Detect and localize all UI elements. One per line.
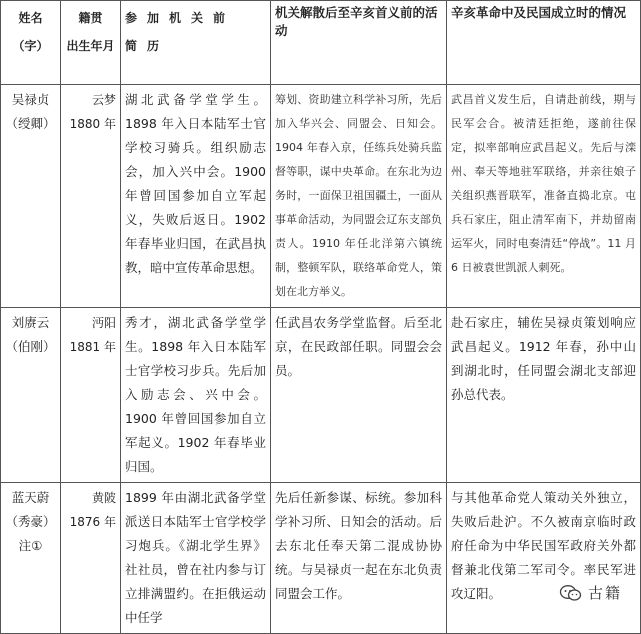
name-cell <box>1 483 61 634</box>
header-activity: 机关解散后至辛亥首义前的活动 <box>271 1 447 85</box>
person-courtesy-name: （绶卿） <box>5 116 56 131</box>
revolution-cell <box>447 85 641 308</box>
native-place: 云梦 <box>91 93 116 107</box>
activity-text: 筹划、资助建立科学补习所，先后加入华兴会、同盟会、日知会。1904 年春入京，任练兵处骑兵监督等职，谋中央革命。在东北为边务时，一面保卫祖国疆土，一面从事革命活动，为同盟会辽东支部负责人。1910 年任北洋第六镇统制，整顿军队，联络革命党人，策划在北方举义。 <box>275 93 442 298</box>
revolution-cell <box>447 483 641 634</box>
intro-text: 秀才，湖北武备学堂学生。1898 年入日本陆军士官学校习步兵。先后加入励志会、兴中会。1900 年曾回国参加自立军起义。1902 年春毕业归国。 <box>125 315 266 474</box>
intro-cell <box>121 85 271 308</box>
intro-text: 湖北武备学堂学生。1898 年入日本陆军士官学校习骑兵。组织励志会，加入兴中会。1900 年曾回国参加自立军起义，失败后返日。1902 年春毕业归国，在武昌执教，暗中宣传革命思想。 <box>125 92 266 275</box>
header-origin-line1: 籍贯 <box>78 11 103 25</box>
person-courtesy-name: （伯刚） <box>5 339 56 354</box>
person-name: 吴禄贞 <box>11 92 50 107</box>
table-row <box>1 483 641 634</box>
header-name-line1: 姓名 <box>18 11 43 25</box>
table-row <box>1 308 641 483</box>
watermark-text: 古籍 <box>587 584 622 602</box>
watermark <box>556 581 626 604</box>
intro-cell <box>121 308 271 483</box>
activity-text: 先后任新参谋、标统。参加科学补习所、日知会的活动。后去东北任奉天第二混成协协统。与吴禄贞一起在东北负责同盟会工作。 <box>275 490 442 601</box>
header-name <box>1 1 61 85</box>
table-row <box>1 85 641 308</box>
header-name-line2: （字） <box>12 39 49 53</box>
header-origin-line2: 出生年月 <box>66 39 115 53</box>
birth-year: 1876 年 <box>69 515 116 529</box>
activity-text: 任武昌农务学堂监督。后至北京，在民政部任职。同盟会会员。 <box>275 315 442 378</box>
native-place: 沔阳 <box>91 316 116 330</box>
person-courtesy-name: （秀豪） <box>5 514 56 529</box>
birth-year: 1880 年 <box>69 117 116 131</box>
header-intro-line1: 参加机关前 <box>125 11 236 25</box>
birth-year: 1881 年 <box>69 340 116 354</box>
intro-cell <box>121 483 271 634</box>
header-row <box>1 1 641 85</box>
origin-cell <box>61 308 121 483</box>
revolution-cell <box>447 308 641 483</box>
native-place: 黄陂 <box>91 491 116 505</box>
origin-cell <box>61 483 121 634</box>
header-revolution: 辛亥革命中及民国成立时的情况 <box>447 1 641 85</box>
name-cell <box>1 308 61 483</box>
name-cell <box>1 85 61 308</box>
person-name: 蓝天蔚 <box>11 490 50 505</box>
footnote-marker: 注① <box>18 538 43 553</box>
header-origin <box>61 1 121 85</box>
activity-cell <box>271 308 447 483</box>
intro-text: 1899 年由湖北武备学堂派送日本陆军士官学校学习炮兵。《湖北学生界》社社员，曾在社内参与订立排满盟约。在拒俄运动中任学 <box>125 490 266 625</box>
activity-cell <box>271 85 447 308</box>
origin-cell <box>61 85 121 308</box>
revolution-text: 赴石家庄，辅佐吴禄贞策划响应武昌起义。1912 年春，孙中山到湖北时，任同盟会湖北支部迎孙总代表。 <box>451 315 636 402</box>
person-name: 刘赓云 <box>11 315 50 330</box>
revolution-text: 武昌首义发生后，自请赴前线，期与民军会合。被清廷拒绝，遂前往保定，拟率部响应武昌起义。先后与滦州、奉天等地驻军联络，并亲往娘子关组织燕晋联军，准备直捣北京。屯兵石家庄，阻止清军南下，并劫留南运军火，同时电奏清廷“停战”。11 月 6 日被袁世凯派人刺死。 <box>451 93 636 274</box>
wechat-icon <box>560 584 582 602</box>
header-intro-line2: 简历 <box>125 39 170 53</box>
revolution-text: 与其他革命党人策动关外独立，失败后赴沪。不久被南京临时政府任命为中华民国军政府关外都督兼北伐第二军司令。率民军进攻辽阳。 <box>451 490 636 601</box>
activity-cell <box>271 483 447 634</box>
header-intro <box>121 1 271 85</box>
